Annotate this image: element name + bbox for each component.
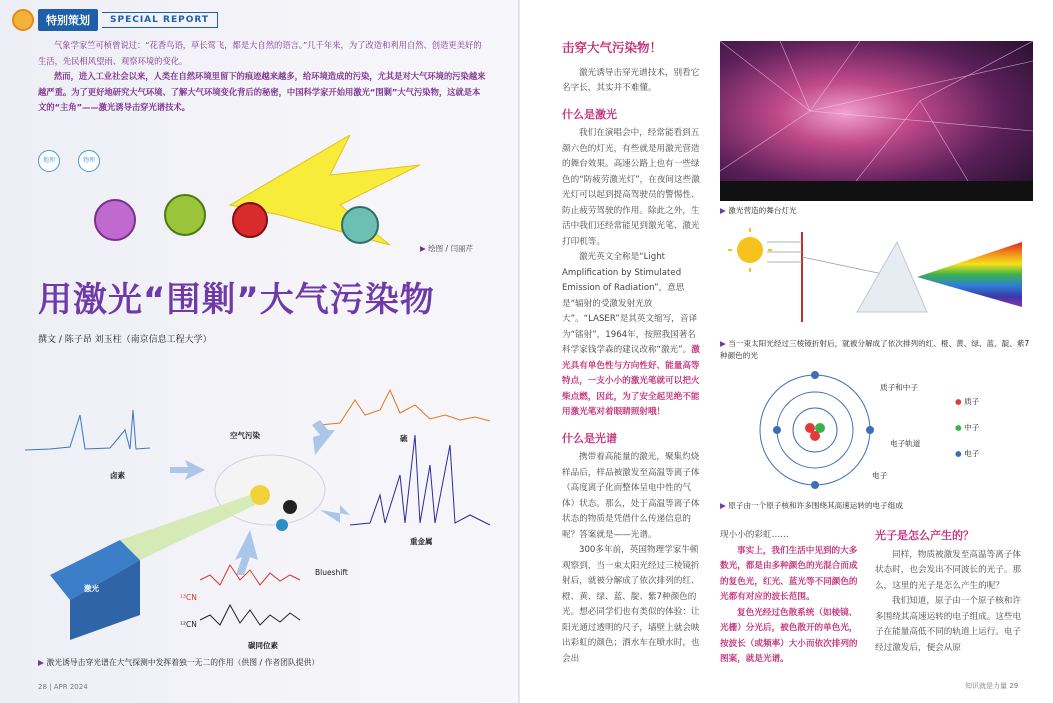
isotope-spectrum-12CN bbox=[200, 605, 300, 625]
geography-icon: 地理 bbox=[38, 150, 60, 172]
page-number-left: 28 | APR 2024 bbox=[38, 683, 88, 691]
magazine-name: 知识就是力量 bbox=[965, 682, 1007, 690]
page-num-right: 29 bbox=[1009, 682, 1019, 690]
legend-electron bbox=[955, 448, 979, 460]
electron-dot-3 bbox=[811, 481, 819, 489]
article-title: 用激光“围剿”大气污染物 bbox=[38, 280, 435, 320]
diagram-caption: ▶ 激光诱导击穿光谱在大气探测中发挥着独一无二的作用（供图 / 作者团队提供） bbox=[38, 658, 320, 667]
photo-caption: ▶ 激光营造的舞台灯光 bbox=[720, 206, 797, 215]
arrow-to-heavy-metal bbox=[320, 505, 350, 523]
laser-beams-graphic bbox=[720, 41, 1033, 201]
label-12CN: ¹²CN bbox=[180, 620, 197, 629]
legend-proton bbox=[955, 396, 979, 408]
left-page bbox=[0, 0, 520, 703]
right-column-1 bbox=[562, 40, 702, 667]
page-year: 2024 bbox=[69, 683, 88, 691]
paragraph-intro: 激光诱导击穿光谱技术，别看它名字长，其实并不难懂。 bbox=[562, 67, 700, 93]
virus-purple-character bbox=[95, 200, 135, 240]
prism-caption-text: 当一束太阳光经过三棱镜折射后，就被分解成了依次排列的红、橙、黄、绿、蓝、靛、紫7种颜色的光 bbox=[720, 339, 1030, 360]
electron-dot-4 bbox=[773, 426, 781, 434]
laser-beam bbox=[120, 495, 255, 560]
paragraph-laser-2-text: 激光英文全称是“Light Amplification by Stimulated Emission of Radiation”，意思是“辐射的受激发射光放大”。“LASER”是其英文缩写，音译为“镭射”，1964年，按照我国著名科学家钱学森的建议改称“激光”。 bbox=[562, 252, 698, 355]
intro-text bbox=[38, 38, 488, 116]
legend-neutron-text: 中子 bbox=[964, 423, 980, 432]
particle-black bbox=[283, 500, 297, 514]
label-electron: 电子 bbox=[872, 471, 888, 480]
intro-paragraph-1: 气象学家竺可桢曾说过：“花香鸟语，草长莺飞，都是大自然的语言。”几千年来，为了改造和利用自然、创造更美好的生活，先民相风望雨、观察环境的变化。 bbox=[38, 40, 482, 66]
label-13CN: ¹³CN bbox=[180, 593, 197, 602]
paragraph-rainbow-end: 现小小的彩虹…… bbox=[720, 530, 789, 540]
intro-paragraph-2: 然而，进入工业社会以来，人类在自然环境里留下的痕迹越来越多，给环境造成的污染，尤其是对大气环境的污染越来越严重。为了更好地研究大气环境、了解大气环境变化背后的秘密，中国科学家开始用激光“围剿”大气污染物，这就是本文的“主角”——激光诱导击穿光谱技术。 bbox=[38, 71, 486, 112]
halogen-spectrum bbox=[25, 410, 150, 450]
label-heavy-metal: 重金属 bbox=[410, 537, 433, 546]
stage-laser-photo bbox=[720, 41, 1033, 201]
section-label-en: SPECIAL REPORT bbox=[102, 12, 218, 28]
paragraph-laser-2-warning: 激光具有单色性与方向性好、能量高等特点，一支小小的激光笔就可以把火柴点燃，因此，为了安全起见绝不能用激光笔对着眼睛照射哦！ bbox=[562, 345, 700, 417]
paragraph-photon-1: 同样，物质被激发至高温等离子体状态时，也会发出不同波长的光子。那么，这里的光子是怎么产生的呢？ bbox=[875, 549, 1022, 591]
pollutant-cartoon-illustration bbox=[90, 135, 420, 255]
label-laser: 激光 bbox=[84, 584, 99, 593]
virus-green-character bbox=[165, 195, 205, 235]
art-credit-text: 绘图 / 闫丽芹 bbox=[428, 244, 473, 253]
paragraph-photon-2: 我们知道，原子由一个原子核和许多围绕其高速运转的电子组成。这些电子在能量高低不同的轨道上运行。电子经过激发后，便会从原 bbox=[875, 596, 1022, 653]
neutron-legend-icon: ● bbox=[955, 423, 962, 432]
page-num: 28 bbox=[38, 683, 47, 691]
atom-caption: ▶ 原子由一个原子核和许多围绕其高速运转的电子组成 bbox=[720, 501, 903, 510]
byline: 撰文 / 陈子昂 刘玉柱（南京信息工程大学） bbox=[38, 335, 212, 345]
label-air-pollution: 空气污染 bbox=[230, 431, 260, 440]
paragraph-spectrum-2: 300多年前，英国物理学家牛顿观察到，当一束太阳光经过三棱镜折射后，就被分解成了依次排列的红、橙、黄、绿、蓝、靛、紫7种颜色的光。想必同学们也有类似的体验：让阳光通过透明的尺子，墙壁上就会映出彩虹的颜色；洒水车在喷水时，也会出 bbox=[562, 545, 700, 664]
isotope-spectrum-13CN bbox=[200, 565, 300, 585]
sulfur-spectrum bbox=[320, 390, 490, 425]
paragraph-spectrum-def: 复色光经过色散系统（如棱镜、光栅）分光后，被色散开的单色光，按波长（或频率）大小而依次排列的图案，就是光谱。 bbox=[720, 607, 858, 664]
electron-dot-2 bbox=[866, 426, 874, 434]
prism-shape bbox=[857, 242, 927, 312]
arrow-to-isotope bbox=[235, 530, 258, 575]
art-credit: ▶ 绘图 / 闫丽芹 bbox=[420, 244, 473, 253]
label-nucleus: 质子和中子 bbox=[880, 383, 918, 392]
libs-diagram bbox=[20, 375, 510, 655]
atom-caption-text: 原子由一个原子核和许多围绕其高速运转的电子组成 bbox=[728, 501, 903, 510]
paragraph-laser-2 bbox=[562, 250, 702, 421]
heading-what-is-spectrum: 什么是光谱 bbox=[562, 431, 617, 445]
photo-caption-text: 激光营造的舞台灯光 bbox=[728, 206, 797, 215]
section-label-cn: 特别策划 bbox=[38, 9, 98, 31]
heading-what-is-laser: 什么是激光 bbox=[562, 107, 617, 121]
label-blueshift: Blueshift bbox=[315, 568, 348, 577]
label-halogen: 卤素 bbox=[110, 471, 125, 480]
section-heading-main: 击穿大气污染物！ bbox=[562, 40, 663, 55]
electron-legend-icon: ● bbox=[955, 449, 962, 458]
physics-icon: 物理 bbox=[78, 150, 100, 172]
sun-icon bbox=[737, 237, 763, 263]
atom-figure bbox=[740, 370, 890, 490]
page-number-right bbox=[965, 681, 1018, 691]
prism-figure bbox=[722, 222, 1032, 332]
page-month: APR bbox=[53, 683, 68, 691]
paragraph-composite-light: 事实上，我们生活中见到的大多数光，都是由多种颜色的光混合而成的复色光，红光、蓝光等不同颜色的光都有对应的波长范围。 bbox=[720, 545, 858, 602]
label-sulfur: 硫 bbox=[400, 434, 408, 443]
label-orbit: 电子轨道 bbox=[890, 439, 921, 448]
proton-legend-icon: ● bbox=[955, 397, 962, 406]
paragraph-laser-1: 我们在演唱会中，经常能看到五颜六色的灯光，有些就是用激光营造的舞台效果。高速公路上也有一些绿色的“防疲劳激光灯”，在夜间这些激光灯可以起到提高驾驶员的警惕性、防止疲劳驾驶的作用。除此之外，生活中我们还经常能见到激光笔、激光打印机等。 bbox=[562, 128, 700, 247]
proton-dot-2 bbox=[810, 431, 820, 441]
legend-proton-text: 质子 bbox=[964, 397, 980, 406]
legend-neutron bbox=[955, 422, 979, 434]
orbit-middle bbox=[777, 392, 853, 468]
prism-caption: ▶ 当一束太阳光经过三棱镜折射后，就被分解成了依次排列的红、橙、黄、绿、蓝、靛、紫7种颜色的光 bbox=[720, 339, 1030, 360]
virus-red-character bbox=[233, 203, 267, 237]
legend-electron-text: 电子 bbox=[964, 449, 980, 458]
label-isotope-position: 碳同位素 bbox=[248, 641, 278, 650]
arrow-to-sulfur bbox=[312, 420, 335, 455]
virus-teal-character bbox=[342, 207, 378, 243]
section-header bbox=[12, 10, 218, 30]
diagram-caption-text: 激光诱导击穿光谱在大气探测中发挥着独一无二的作用（供图 / 作者团队提供） bbox=[46, 658, 320, 667]
heavy-metal-spectrum bbox=[350, 435, 490, 525]
section-badge-icon bbox=[12, 9, 34, 31]
arrow-to-halogen bbox=[170, 460, 205, 480]
paragraph-spectrum-1: 携带着高能量的激光，聚集灼烧样品后，样品被激发至高温等离子体（高度离子化而整体呈电中性的气体）状态。那么，处于高温等离子体状态的物质是凭借什么传递信息的呢？答案就是——光谱。 bbox=[562, 452, 700, 540]
light-rays bbox=[767, 242, 897, 277]
right-column-3 bbox=[875, 528, 1025, 656]
right-column-2 bbox=[720, 528, 860, 668]
heading-photon: 光子是怎么产生的？ bbox=[875, 529, 974, 542]
orbit-inner bbox=[793, 408, 837, 452]
spectrum-fan bbox=[917, 242, 1022, 307]
particle-blue bbox=[276, 519, 288, 531]
electron-dot bbox=[811, 371, 819, 379]
